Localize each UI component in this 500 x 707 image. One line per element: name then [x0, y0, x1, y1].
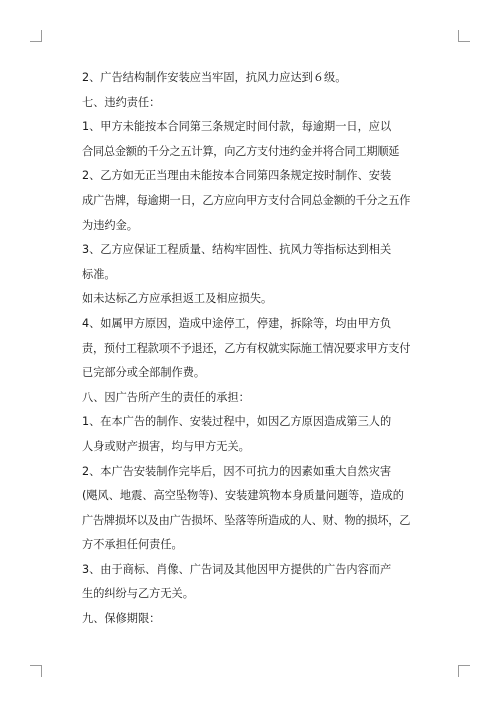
paragraph-line: 广告牌损坏以及由广告损坏、坠落等所造成的人、财、物的损坏，乙: [82, 513, 411, 527]
crop-mark-bottom-left: [30, 665, 42, 677]
paragraph-line: 人身或财产损害，均与甲方无关。: [82, 439, 250, 453]
paragraph-line: 责，预付工程款项不予退还，乙方有权就实际施工情况要求甲方支付: [82, 341, 411, 355]
paragraph-line: 1、甲方未能按本合同第三条规定时间付款，每逾期一日，应以: [82, 120, 392, 134]
paragraph-line: 标准。: [82, 267, 116, 281]
paragraph-line: (飓风、地震、高空坠物等)、安装建筑物本身质量问题等，造成的: [82, 489, 404, 503]
paragraph-line: 已完部分或全部制作费。: [82, 366, 206, 380]
paragraph-line: 生的纠纷与乙方无关。: [82, 587, 194, 601]
section-heading: 八、因广告所产生的责任的承担：: [82, 390, 250, 404]
paragraph-line: 3、由于商标、肖像、广告词及其他因甲方提供的广告内容而产: [82, 562, 392, 576]
crop-mark-bottom-right: [458, 665, 470, 677]
paragraph-line: 2、本广告安装制作完毕后，因不可抗力的因素如重大自然灾害: [82, 464, 392, 478]
paragraph-line: 合同总金额的千分之五计算，向乙方支付违约金并将合同工期顺延: [82, 144, 400, 158]
paragraph-line: 方不承担任何责任。: [82, 538, 183, 552]
section-heading: 七、违约责任：: [82, 95, 161, 109]
paragraph-line: 成广告牌，每逾期一日，乙方应向甲方支付合同总金额的千分之五作: [82, 193, 411, 207]
paragraph-line: 2、乙方如无正当理由未能按本合同第四条规定按时制作、安装: [82, 169, 392, 183]
paragraph-line: 为违约金。: [82, 218, 138, 232]
paragraph-line: 1、在本广告的制作、安装过程中，如因乙方原因造成第三人的: [82, 415, 392, 429]
document-body: [82, 66, 422, 632]
paragraph-line: 2、广告结构制作安装应当牢固，抗风力应达到６级。: [82, 71, 347, 84]
crop-mark-top-left: [30, 30, 42, 42]
crop-mark-top-right: [458, 30, 470, 42]
paragraph-line: 如未达标乙方应承担返工及相应损失。: [82, 292, 273, 306]
section-heading: 九、保修期限：: [82, 612, 161, 626]
paragraph-line: 4、如属甲方原因，造成中途停工，停建，拆除等，均由甲方负: [82, 316, 392, 330]
paragraph-line: 3、乙方应保证工程质量、结构牢固性、抗风力等指标达到相关: [82, 243, 392, 257]
